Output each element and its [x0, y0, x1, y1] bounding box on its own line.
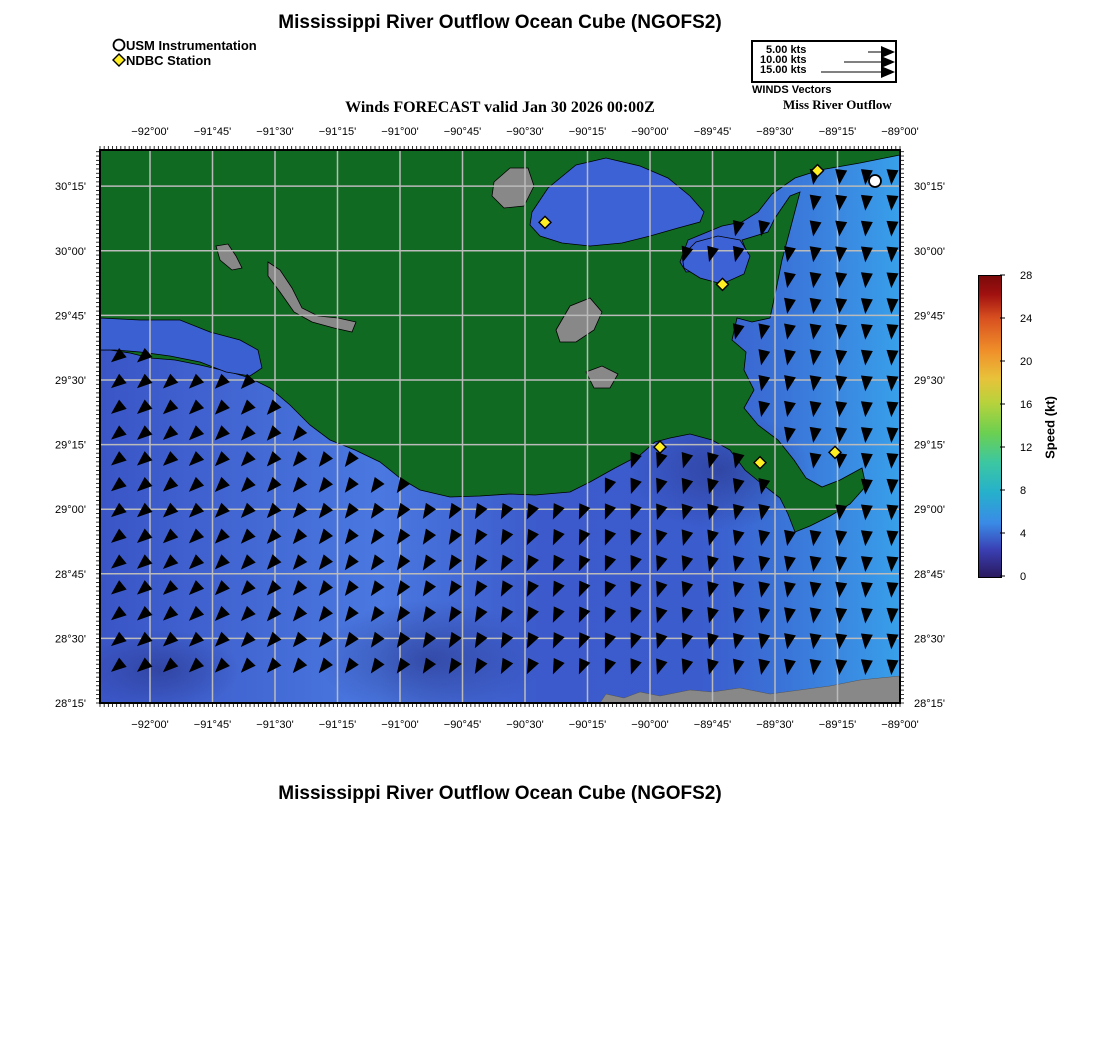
lon-tick-label: −89°00' — [881, 126, 919, 138]
colorbar-tick-label: 12 — [1020, 442, 1033, 454]
lat-tick-label: 30°15' — [914, 181, 945, 194]
lon-tick-label: −89°30' — [756, 126, 794, 138]
lon-tick-label: −90°00' — [631, 719, 669, 731]
lat-tick-label: 28°30' — [914, 633, 945, 646]
lon-tick-label: −92°00' — [131, 126, 169, 138]
lon-tick-label: −89°15' — [818, 719, 857, 731]
colorbar-tick-label: 16 — [1020, 399, 1033, 411]
lat-tick-label: 29°15' — [55, 439, 86, 452]
colorbar-tick-label: 24 — [1020, 313, 1033, 325]
lon-tick-label: −90°15' — [568, 126, 607, 138]
lon-tick-label: −91°45' — [193, 126, 232, 138]
lat-tick-label: 28°30' — [55, 633, 86, 646]
lat-tick-label: 28°15' — [914, 698, 945, 710]
colorbar-tick-label: 28 — [1020, 270, 1033, 282]
lat-tick-label: 29°00' — [914, 504, 945, 517]
usm-station-marker — [869, 175, 881, 187]
lat-tick-label: 29°45' — [55, 310, 86, 323]
lon-tick-label: −89°45' — [693, 126, 732, 138]
lat-tick-label: 30°00' — [55, 245, 86, 258]
lon-tick-label: −90°45' — [443, 126, 482, 138]
lon-tick-label: −92°00' — [131, 719, 169, 731]
colorbar-tick-label: 8 — [1020, 485, 1027, 497]
lon-tick-label: −91°00' — [381, 126, 419, 138]
lon-tick-label: −90°45' — [443, 719, 482, 731]
map-subtitle: Miss River Outflow — [783, 97, 892, 112]
lon-tick-label: −91°30' — [256, 719, 294, 731]
lon-tick-label: −90°15' — [568, 719, 607, 731]
ndbc-legend-label: NDBC Station — [126, 53, 212, 68]
lon-tick-label: −90°30' — [506, 719, 544, 731]
vector-key-entry: 10.00 kts — [760, 54, 807, 66]
lat-tick-label: 30°15' — [55, 181, 86, 194]
colorbar-tick-label: 4 — [1020, 528, 1027, 540]
colorbar-tick-label: 20 — [1020, 356, 1033, 368]
lon-tick-label: −91°15' — [318, 719, 357, 731]
lat-tick-label: 30°00' — [914, 245, 945, 258]
lon-tick-label: −91°15' — [318, 126, 357, 138]
page-title: Mississippi River Outflow Ocean Cube (NGOFS2) — [278, 12, 722, 33]
map-title: Winds FORECAST valid Jan 30 2026 00:00Z — [345, 99, 655, 116]
colorbar-tick-label: 0 — [1020, 571, 1027, 583]
lon-tick-label: −90°30' — [506, 126, 544, 138]
lat-tick-label: 29°30' — [914, 374, 945, 387]
lon-tick-label: −89°30' — [756, 719, 794, 731]
colorbar-label: Speed (kt) — [1042, 396, 1058, 459]
vector-key-entry: 15.00 kts — [760, 64, 807, 76]
lon-tick-label: −89°45' — [693, 719, 732, 731]
vector-key-label: WINDS Vectors — [752, 84, 832, 96]
lon-tick-label: −91°30' — [256, 126, 294, 138]
lat-tick-label: 29°00' — [55, 504, 86, 517]
lon-tick-label: −90°00' — [631, 126, 669, 138]
lat-tick-label: 28°45' — [914, 568, 945, 581]
lat-tick-label: 29°45' — [914, 310, 945, 323]
lat-tick-label: 28°15' — [55, 698, 86, 710]
vector-key-entry: 5.00 kts — [766, 44, 807, 56]
lat-tick-label: 29°15' — [914, 439, 945, 452]
lon-tick-label: −91°00' — [381, 719, 419, 731]
footer-title: Mississippi River Outflow Ocean Cube (NGOFS2) — [278, 783, 722, 804]
lat-tick-label: 28°45' — [55, 568, 86, 581]
lon-tick-label: −89°00' — [881, 719, 919, 731]
lat-tick-label: 29°30' — [55, 374, 86, 387]
lon-tick-label: −91°45' — [193, 719, 232, 731]
usm-legend-label: USM Instrumentation — [126, 38, 257, 53]
lon-tick-label: −89°15' — [818, 126, 857, 138]
